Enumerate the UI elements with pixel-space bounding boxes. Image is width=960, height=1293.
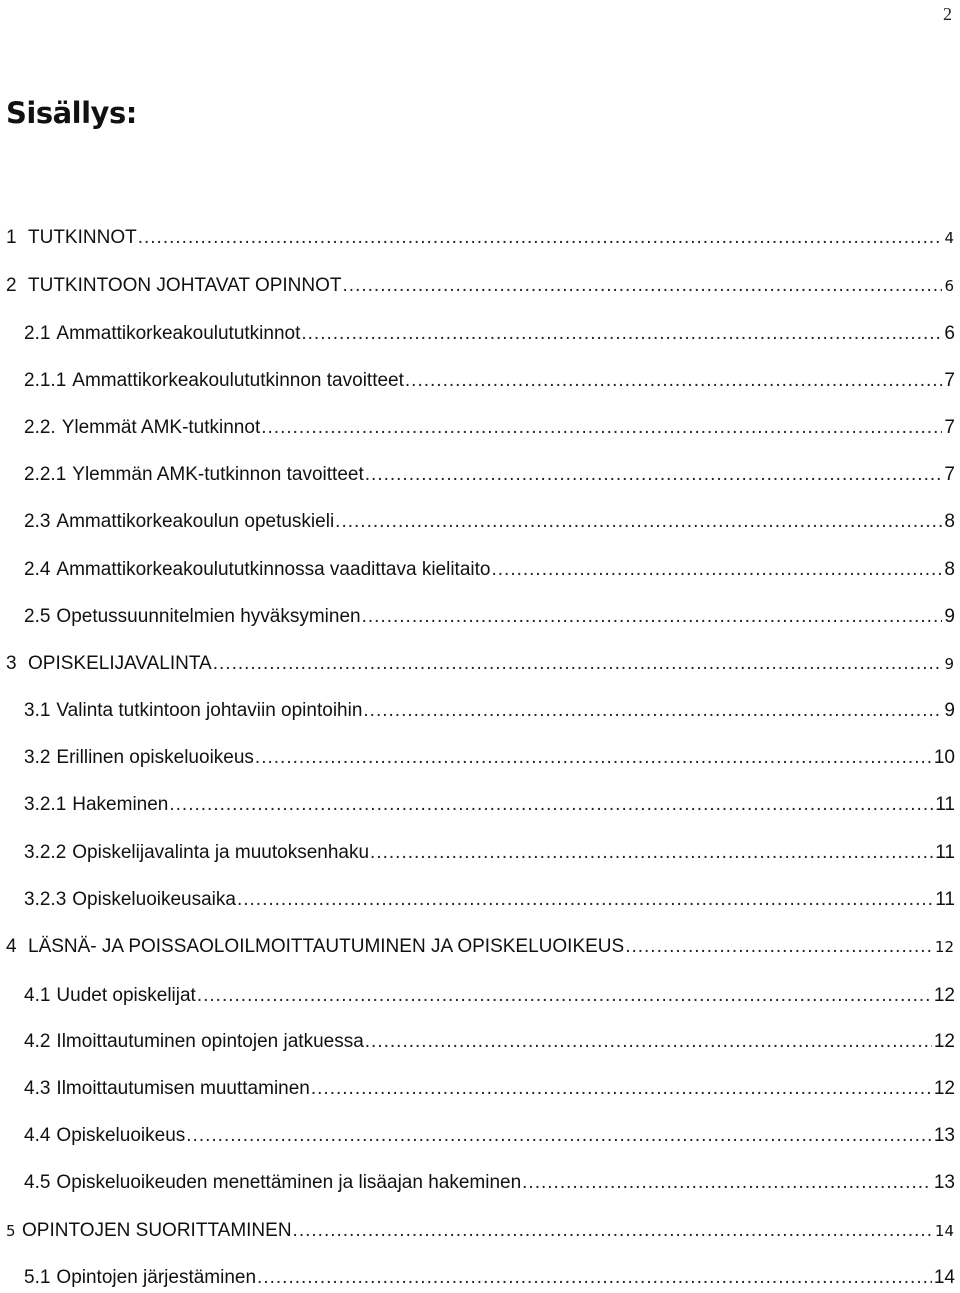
dot-leader [261,414,942,442]
toc-entry-3-2-1[interactable] [24,791,955,819]
toc-entry-3[interactable] [6,650,954,678]
toc-heading: Sisällys: [6,96,137,130]
toc-entry-4-2[interactable] [24,1028,955,1056]
toc-entry-2-1-1[interactable] [24,367,955,395]
toc-entry-number: 2.4 [24,559,51,580]
toc-entry-number: 4.4 [24,1125,51,1146]
dot-leader [491,556,942,584]
dot-leader [257,1264,932,1292]
toc-entry-number: 2.1.1 [24,370,67,391]
toc-entry-title: Ammattikorkeakoulututkinnon tavoitteet [72,370,404,391]
toc-entry-2-4[interactable] [24,556,955,584]
dot-leader [362,603,943,631]
toc-entry-page: 9 [944,700,955,721]
toc-entry-4-5[interactable] [24,1169,955,1197]
dot-leader [186,1122,932,1150]
dot-leader [293,1217,933,1245]
toc-entry-page: 7 [944,464,955,485]
toc-entry-title: OPISKELIJAVALINTA [28,653,212,674]
toc-entry-page: 14 [933,1267,955,1288]
toc-entry-number: 4.2 [24,1031,51,1052]
toc-entry-title: Erillinen opiskeluoikeus [56,747,254,768]
toc-entry-title: Ilmoittautuminen opintojen jatkuessa [56,1031,364,1052]
dot-leader [301,320,942,348]
toc-entry-2-2[interactable] [24,414,955,442]
toc-entry-number: 3.2.2 [24,842,67,863]
toc-entry-title: Valinta tutkintoon johtaviin opintoihin [56,700,363,721]
toc-entry-title: Ammattikorkeakoulututkinnossa vaadittava kielitaito [56,559,491,580]
toc-entry-page: 12 [933,1031,955,1052]
toc-entry-number: 4.5 [24,1172,51,1193]
toc-entry-title: TUTKINNOT [28,227,137,248]
dot-leader [365,461,943,489]
toc-entry-number: 2 [6,275,17,296]
toc-entry-2-3[interactable] [24,508,955,536]
toc-entry-number: 4.1 [24,985,51,1006]
toc-entry-number: 3.2.1 [24,794,67,815]
toc-entry-number: 4 [6,936,17,957]
toc-entry-title: Opetussuunnitelmien hyväksyminen [56,606,361,627]
dot-leader [370,839,933,867]
toc-entry-page: 12 [933,985,955,1006]
toc-entry-page: 9 [944,606,955,627]
toc-entry-page: 8 [944,559,955,580]
toc-entry-number: 2.2. [24,417,56,438]
toc-entry-2-5[interactable] [24,603,955,631]
toc-entry-5-1[interactable] [24,1264,955,1292]
toc-entry-page: 12 [933,1078,955,1099]
toc-entry-4-4[interactable] [24,1122,955,1150]
toc-entry-title: LÄSNÄ- JA POISSAOLOILMOITTAUTUMINEN JA OPISKELUOIKEUS [28,936,625,957]
dot-leader [365,1028,932,1056]
dot-leader [405,367,943,395]
dot-leader [213,650,943,678]
toc-entry-4[interactable] [6,933,954,961]
toc-entry-title: Ylemmät AMK-tutkinnot [61,417,261,438]
dot-leader [255,744,932,772]
toc-entry-title: Ammattikorkeakoulututkinnot [56,323,301,344]
toc-entry-2[interactable] [6,272,954,300]
toc-entry-title: Opiskeluoikeus [56,1125,186,1146]
toc-entry-title: Ammattikorkeakoulun opetuskieli [56,511,335,532]
toc-entry-number: 2.2.1 [24,464,67,485]
toc-entry-number: 4.3 [24,1078,51,1099]
toc-entry-page: 4 [944,229,954,247]
toc-entry-title: Opintojen järjestäminen [56,1267,257,1288]
toc-entry-3-1[interactable] [24,697,955,725]
toc-entry-page: 14 [934,1222,954,1240]
toc-entry-title: Ylemmän AMK-tutkinnon tavoitteet [72,464,364,485]
toc-entry-page: 11 [935,889,955,910]
toc-entry-title: Opiskelijavalinta ja muutoksenhaku [72,842,370,863]
toc-entry-title: TUTKINTOON JOHTAVAT OPINNOT [28,275,342,296]
toc-entry-page: 11 [935,842,955,863]
toc-entry-3-2-3[interactable] [24,886,955,914]
toc-entry-title: Opiskeluoikeuden menettäminen ja lisäajan hakeminen [56,1172,522,1193]
dot-leader [138,224,943,252]
toc-entry-number: 2.3 [24,511,51,532]
toc-entry-3-2[interactable] [24,744,955,772]
toc-entry-title: Uudet opiskelijat [56,985,196,1006]
toc-entry-number: 5 [6,1222,16,1240]
page-number: 2 [943,4,952,24]
toc-entry-page: 13 [933,1125,955,1146]
toc-entry-4-1[interactable] [24,982,955,1010]
dot-leader [522,1169,932,1197]
dot-leader [625,933,933,961]
toc-entry-1[interactable] [6,224,954,252]
dot-leader [343,272,943,300]
toc-entry-page: 13 [933,1172,955,1193]
toc-entry-page: 6 [944,323,955,344]
dot-leader [237,886,933,914]
toc-entry-page: 9 [944,655,954,673]
toc-entry-title: Hakeminen [72,794,169,815]
toc-entry-page: 12 [934,938,954,956]
dot-leader [363,697,942,725]
toc-entry-5[interactable] [6,1217,954,1245]
toc-entry-number: 5.1 [24,1267,51,1288]
toc-entry-page: 11 [935,794,955,815]
toc-entry-number: 3.2 [24,747,51,768]
toc-entry-page: 7 [944,370,955,391]
toc-entry-2-2-1[interactable] [24,461,955,489]
dot-leader [197,982,932,1010]
toc-entry-3-2-2[interactable] [24,839,955,867]
toc-entry-page: 8 [944,511,955,532]
toc-entry-title: Ilmoittautumisen muuttaminen [56,1078,310,1099]
dot-leader [311,1075,932,1103]
toc-entry-page: 10 [933,747,955,768]
toc-entry-number: 2.1 [24,323,51,344]
toc-entry-number: 2.5 [24,606,51,627]
toc-entry-page: 7 [944,417,955,438]
toc-entry-number: 3.2.3 [24,889,67,910]
toc-entry-title: OPINTOJEN SUORITTAMINEN [22,1220,292,1241]
toc-entry-number: 3 [6,653,17,674]
toc-entry-number: 3.1 [24,700,51,721]
dot-leader [335,508,942,536]
toc-entry-title: Opiskeluoikeusaika [72,889,236,910]
toc-entry-4-3[interactable] [24,1075,955,1103]
dot-leader [169,791,933,819]
toc-entry-page: 6 [944,277,954,295]
toc-entry-number: 1 [6,227,17,248]
toc-entry-2-1[interactable] [24,320,955,348]
